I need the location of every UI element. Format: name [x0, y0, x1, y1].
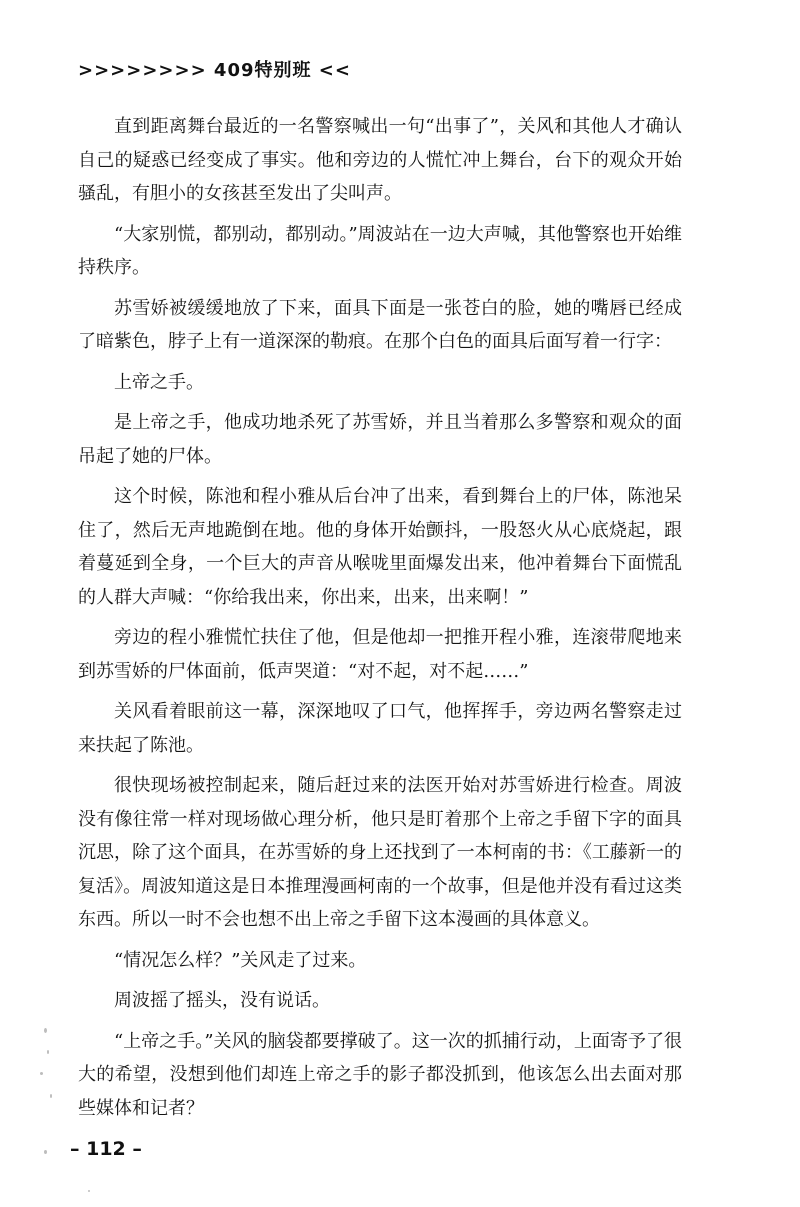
paragraph: 直到距离舞台最近的一名警察喊出一句“出事了”，关风和其他人才确认自己的疑惑已经变成了事实。他和旁边的人慌忙冲上舞台，台下的观众开始骚乱，有胆小的女孩甚至发出了尖叫声。: [78, 116, 682, 204]
page-number: – 112 –: [70, 1138, 142, 1160]
paragraph: 周波摇了摇头，没有说话。: [114, 990, 330, 1011]
paragraph: 关风看着眼前这一幕，深深地叹了口气，他挥挥手，旁边两名警察走过来扶起了陈池。: [78, 701, 682, 756]
paragraph: “情况怎么样？”关风走了过来。: [114, 949, 367, 971]
paragraph: “大家别慌，都别动，都别动。”周波站在一边大声喊，其他警察也开始维持秩序。: [78, 223, 682, 278]
body-text: [78, 110, 682, 1132]
running-header: >>>>>>>> 409特别班 <<: [78, 60, 351, 81]
paragraph: 这个时候，陈池和程小雅从后台冲了出来，看到舞台上的尸体，陈池呆住了，然后无声地跪倒在地。他的身体开始颤抖，一股怒火从心底烧起，跟着蔓延到全身，一个巨大的声音从喉咙里面爆发出来，他冲着舞台下面慌乱的人群大声喊：“你给我出来，你出来，出来，出来啊！”: [78, 486, 682, 608]
paragraph: 是上帝之手，他成功地杀死了苏雪娇，并且当着那么多警察和观众的面吊起了她的尸体。: [78, 412, 682, 467]
scan-speck: [47, 1050, 49, 1054]
paragraph: 苏雪娇被缓缓地放了下来，面具下面是一张苍白的脸，她的嘴唇已经成了暗紫色，脖子上有一道深深的勒痕。在那个白色的面具后面写着一行字：: [78, 297, 682, 352]
paragraph: 上帝之手。: [114, 371, 204, 393]
scan-speck: [44, 1150, 47, 1154]
scan-speck: [50, 1094, 52, 1098]
scan-speck: [40, 1072, 43, 1075]
paragraph: 旁边的程小雅慌忙扶住了他，但是他却一把推开程小雅，连滚带爬地来到苏雪娇的尸体面前，低声哭道：“对不起，对不起……”: [78, 627, 682, 682]
paragraph: 很快现场被控制起来，随后赶过来的法医开始对苏雪娇进行检查。周波没有像往常一样对现场做心理分析，他只是盯着那个上帝之手留下字的面具沉思，除了这个面具，在苏雪娇的身上还找到了一本柯南的书：《工藤新一的复活》。周波知道这是日本推理漫画柯南的一个故事，但是他并没有看过这类东西。所以一时不会也想不出上帝之手留下这本漫画的具体意义。: [78, 775, 682, 930]
scan-speck: [88, 1190, 90, 1192]
paragraph: “上帝之手。”关风的脑袋都要撑破了。这一次的抓捕行动，上面寄予了很大的希望，没想到他们却连上帝之手的影子都没抓到，他该怎么出去面对那些媒体和记者？: [78, 1030, 682, 1119]
scan-speck: [44, 1028, 47, 1033]
